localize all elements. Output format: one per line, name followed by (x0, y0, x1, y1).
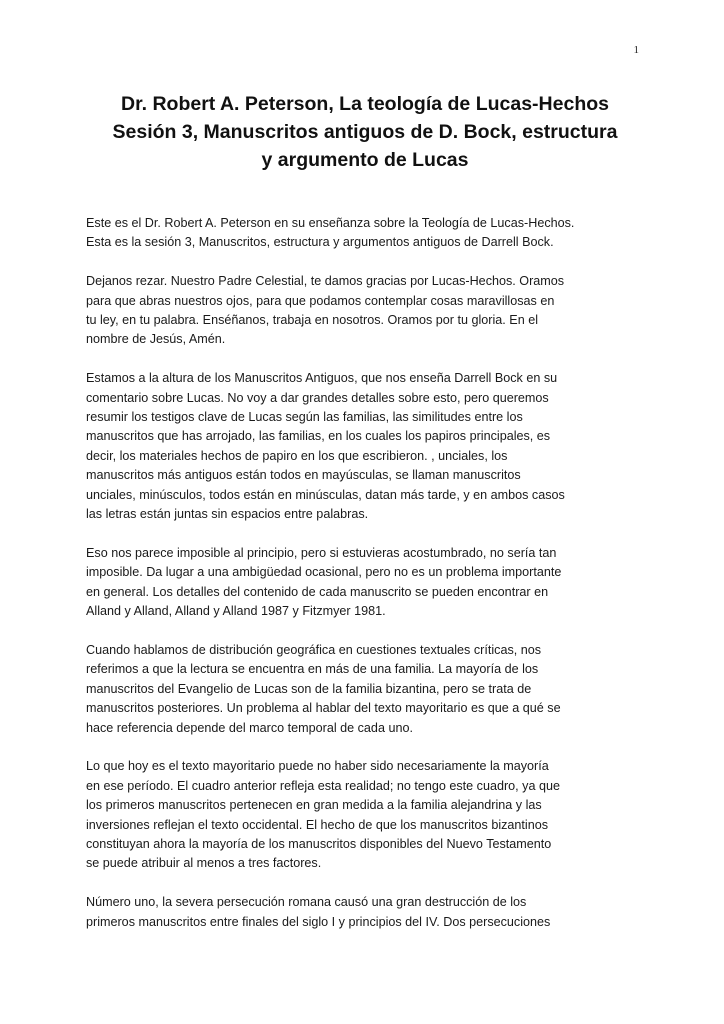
document-body (86, 214, 646, 951)
text-line: se puede atribuir al menos a tres factores. (86, 856, 322, 871)
text-line: Este es el Dr. Robert A. Peterson en su enseñanza sobre la Teología de Lucas-Hechos. (86, 216, 575, 230)
text-line: tu ley, en tu palabra. Enséñanos, trabaja en nosotros. Oramos por tu gloria. En el (86, 313, 539, 328)
text-line: para que abras nuestros ojos, para que podamos contemplar cosas maravillosas en (86, 293, 555, 308)
title-line: Dr. Robert A. Peterson, La teología de Lucas-Hechos (121, 93, 609, 115)
text-line: resumir los testigos clave de Lucas según las familias, las similitudes entre los (86, 410, 523, 425)
text-line: en general. Los detalles del contenido de cada manuscrito se pueden encontrar en (86, 584, 549, 599)
text-line: primeros manuscritos entre finales del siglo I y principios del IV. Dos persecuciones (86, 914, 551, 929)
text-line: unciales, minúsculos, todos están en minúsculas, datan más tarde, y en ambos casos (86, 487, 565, 502)
text-line: decir, los materiales hechos de papiro en los que escribieron. , unciales, los (86, 448, 508, 463)
text-line: constituyan ahora la mayoría de los manuscritos disponibles del Nuevo Testamento (86, 836, 552, 851)
text-line: manuscritos del Evangelio de Lucas son de la familia bizantina, pero se trata de (86, 681, 532, 696)
paragraph-distribution (86, 641, 646, 738)
text-line: las letras están juntas sin espacios entre palabras. (86, 507, 369, 522)
text-line: referimos a que la lectura se encuentra en más de una familia. La mayoría de los (86, 662, 539, 677)
text-line: Dejanos rezar. Nuestro Padre Celestial, te damos gracias por Lucas-Hechos. Oramos (86, 274, 565, 289)
text-line: nombre de Jesús, Amén. (86, 332, 226, 347)
title-line: Sesión 3, Manuscritos antiguos de D. Bock, estructura (112, 121, 618, 143)
text-line: en ese período. El cuadro anterior refleja esta realidad; no tengo este cuadro, ya que (86, 778, 560, 793)
text-line: Estamos a la altura de los Manuscritos Antiguos, que nos enseña Darrell Bock en su (86, 371, 558, 386)
text-line: inversiones reflejan el texto occidental. El hecho de que los manuscritos bizantinos (86, 817, 549, 832)
text-line: manuscritos que has arrojado, las familias, en los cuales los papiros principales, es (86, 429, 551, 444)
text-line: Eso nos parece imposible al principio, pero si estuvieras acostumbrado, no sería tan (86, 545, 557, 560)
text-line: hace referencia depende del marco temporal de cada uno. (86, 720, 413, 735)
page-number: 1 (633, 44, 639, 56)
text-line: comentario sobre Lucas. No voy a dar grandes detalles sobre esto, pero queremos (86, 390, 549, 405)
title-line: y argumento de Lucas (261, 149, 469, 171)
text-line: manuscritos posteriores. Un problema al hablar del texto mayoritario es que a qué se (86, 701, 561, 716)
paragraph-intro (86, 214, 646, 253)
text-line: Alland y Alland, Alland y Alland 1987 y Fitzmyer 1981. (86, 604, 386, 619)
paragraph-prayer (86, 272, 646, 350)
text-line: los primeros manuscritos pertenecen en gran medida a la familia alejandrina y las (86, 798, 542, 813)
paragraph-manuscripts (86, 369, 646, 524)
document-title (80, 90, 650, 174)
paragraph-majority-text (86, 757, 646, 873)
text-line: imposible. Da lugar a una ambigüedad ocasional, pero no es un problema importante (86, 565, 562, 580)
text-line: Cuando hablamos de distribución geográfica en cuestiones textuales críticas, nos (86, 642, 542, 657)
text-line: Esta es la sesión 3, Manuscritos, estructura y argumentos antiguos de Darrell Bock. (86, 235, 554, 250)
paragraph-persecution (86, 893, 646, 932)
paragraph-ambiguity (86, 544, 646, 622)
text-line: Lo que hoy es el texto mayoritario puede no haber sido necesariamente la mayoría (86, 759, 549, 774)
text-line: Número uno, la severa persecución romana causó una gran destrucción de los (86, 895, 527, 910)
text-line: manuscritos más antiguos están todos en mayúsculas, se llaman manuscritos (86, 468, 521, 483)
